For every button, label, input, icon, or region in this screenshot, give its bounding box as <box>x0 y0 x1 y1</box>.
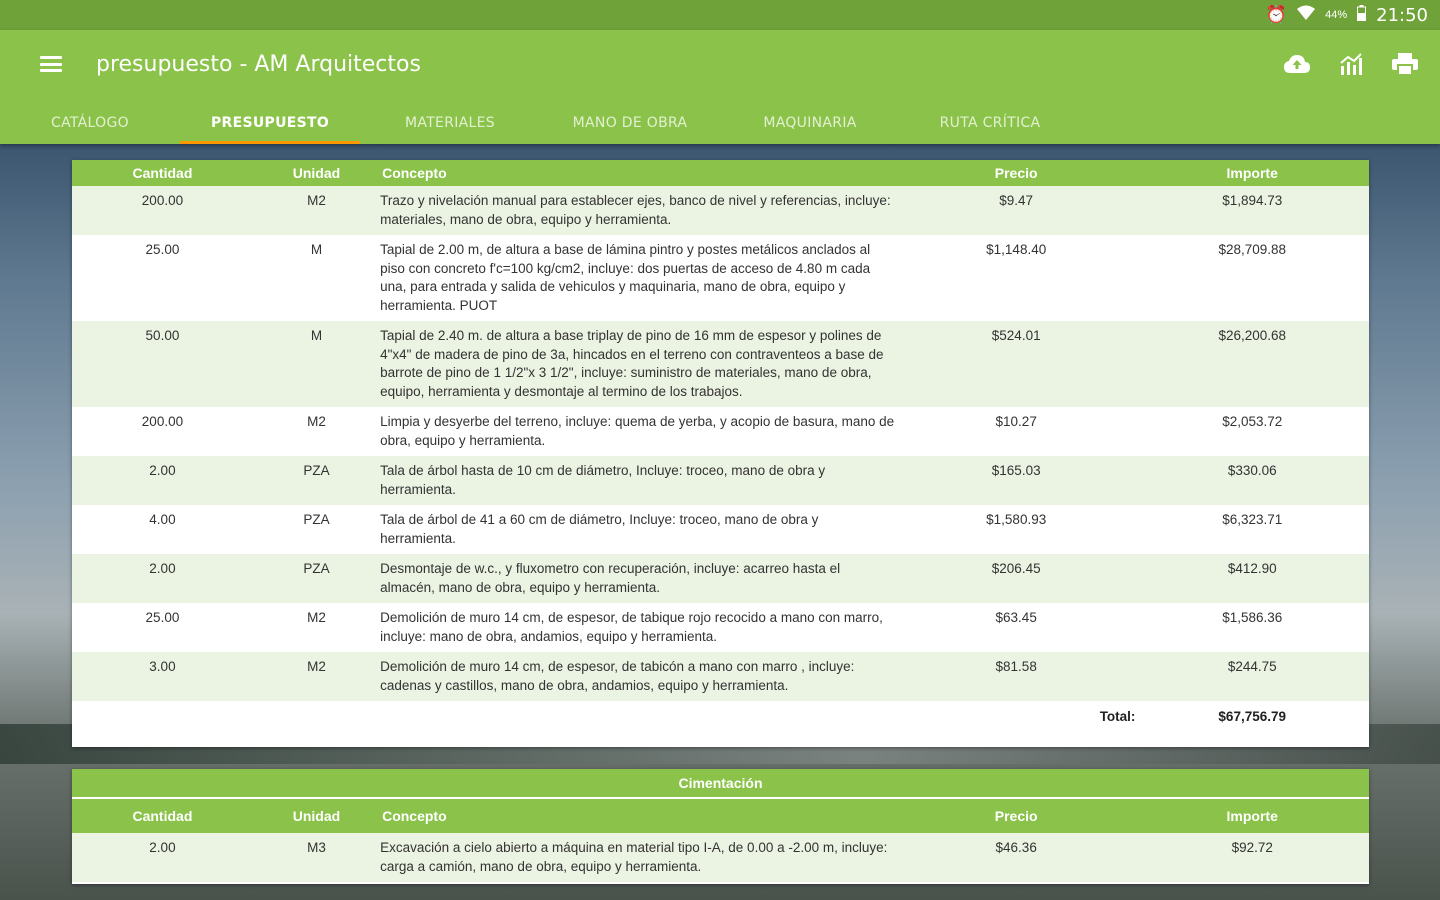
budget-section-1 <box>72 160 1369 747</box>
section-title: Cimentación <box>72 769 1369 799</box>
cell-unit: M2 <box>307 659 326 674</box>
status-bar <box>0 0 1440 30</box>
cell-price: $46.36 <box>995 840 1037 855</box>
cell-amount: $28,709.88 <box>1218 242 1287 257</box>
cell-qty: 50.00 <box>145 328 180 343</box>
total-label: Total: <box>1099 708 1136 724</box>
cell-unit: M2 <box>307 193 326 208</box>
total-row <box>72 701 1369 731</box>
budget-section-2 <box>72 769 1369 884</box>
cell-qty: 2.00 <box>149 840 176 855</box>
cell-amount: $330.06 <box>1227 463 1277 478</box>
cell-concept: Tapial de 2.00 m, de altura a base de lámina pintro y postes metálicos anclados al piso con concreto f'c=100 kg/cm2, incluye: dos puertas de acceso de 4.80 m cada una, para entrada y salida de vehiculos y maquinaria, mano de obra, equipo y herramienta. PUOT <box>380 242 871 313</box>
cell-unit: M <box>310 328 323 343</box>
cell-amount: $2,053.72 <box>1222 414 1283 429</box>
table-header <box>72 799 1369 833</box>
chart-icon[interactable] <box>1337 50 1365 78</box>
cell-price: $1,148.40 <box>986 242 1047 257</box>
table-row[interactable] <box>72 407 1369 456</box>
cloud-upload-icon[interactable] <box>1283 50 1311 78</box>
table-row[interactable] <box>72 456 1369 505</box>
cell-concept: Excavación a cielo abierto a máquina en material tipo I-A, de 0.00 a -2.00 m, incluye: carga a camión, mano de obra, equipo y herramienta. <box>380 840 888 874</box>
tab-ruta-critica[interactable]: RUTA CRÍTICA <box>939 115 1041 131</box>
cell-concept: Demolición de muro 14 cm, de espesor, de tabicón a mano con marro , incluye: cadenas y castillos, mano de obra, andamios, equipo y herramienta. <box>380 659 855 693</box>
cell-unit: PZA <box>303 561 330 576</box>
cell-price: $10.27 <box>995 414 1037 429</box>
clock: 21:50 <box>1376 4 1428 26</box>
cell-amount: $6,323.71 <box>1222 512 1283 527</box>
cell-amount: $1,586.36 <box>1222 610 1283 625</box>
cell-unit: M2 <box>307 610 326 625</box>
cell-unit: M3 <box>307 840 326 855</box>
cell-price: $81.58 <box>995 659 1037 674</box>
table-row[interactable] <box>72 554 1369 603</box>
tab-mano-de-obra[interactable]: MANO DE OBRA <box>572 115 688 131</box>
cell-unit: PZA <box>303 463 330 478</box>
header-qty: Cantidad <box>132 808 193 824</box>
cell-concept: Limpia y desyerbe del terreno, incluye: quema de yerba, y acopio de basura, mano de obra, equipo y herramienta. <box>380 414 895 448</box>
app-title: presupuesto - AM Arquitectos <box>96 52 421 77</box>
cell-amount: $412.90 <box>1227 561 1277 576</box>
cell-qty: 200.00 <box>141 414 184 429</box>
table-row[interactable] <box>72 505 1369 554</box>
cell-unit: PZA <box>303 512 330 527</box>
header-concept: Concepto <box>382 165 447 181</box>
header-qty: Cantidad <box>132 165 193 181</box>
print-icon[interactable] <box>1391 50 1419 78</box>
table-row[interactable] <box>72 186 1369 235</box>
header-unit: Unidad <box>292 165 341 181</box>
header-price: Precio <box>994 165 1038 181</box>
cell-price: $206.45 <box>991 561 1041 576</box>
battery-percent: 44% <box>1325 9 1348 21</box>
alarm-icon: ⏰ <box>1265 4 1288 25</box>
table-body <box>72 833 1369 882</box>
wifi-icon <box>1297 5 1315 25</box>
header-amount: Importe <box>1226 808 1278 824</box>
cell-amount: $244.75 <box>1227 659 1277 674</box>
cell-qty: 4.00 <box>149 512 176 527</box>
cell-qty: 3.00 <box>149 659 176 674</box>
app-bar <box>0 30 1440 144</box>
cell-price: $1,580.93 <box>986 512 1047 527</box>
cell-qty: 2.00 <box>149 561 176 576</box>
tab-maquinaria[interactable]: MAQUINARIA <box>763 115 857 131</box>
cell-amount: $92.72 <box>1231 840 1273 855</box>
cell-qty: 25.00 <box>145 610 180 625</box>
battery-icon <box>1357 5 1366 25</box>
tab-bar <box>0 102 1080 144</box>
cell-price: $165.03 <box>991 463 1041 478</box>
header-concept: Concepto <box>382 808 447 824</box>
tab-catalogo[interactable]: CATÁLOGO <box>51 115 129 131</box>
cell-unit: M2 <box>307 414 326 429</box>
tab-materiales[interactable]: MATERIALES <box>405 115 495 131</box>
cell-concept: Tala de árbol hasta de 10 cm de diámetro, Incluye: troceo, mano de obra y herramienta. <box>380 463 826 497</box>
cell-price: $63.45 <box>995 610 1037 625</box>
table-body <box>72 186 1369 701</box>
cell-amount: $1,894.73 <box>1222 193 1283 208</box>
cell-concept: Desmontaje de w.c., y fluxometro con recuperación, incluye: acarreo hasta el almacén, mano de obra, equipo y herramienta. <box>380 561 841 595</box>
menu-icon[interactable] <box>40 56 62 72</box>
table-row[interactable] <box>72 652 1369 701</box>
table-row[interactable] <box>72 603 1369 652</box>
cell-concept: Trazo y nivelación manual para establecer ejes, banco de nivel y referencias, incluye: materiales, mano de obra, equipo y herramienta. <box>380 193 891 227</box>
header-price: Precio <box>994 808 1038 824</box>
cell-price: $9.47 <box>999 193 1034 208</box>
cell-amount: $26,200.68 <box>1218 328 1287 343</box>
cell-unit: M <box>310 242 323 257</box>
cell-price: $524.01 <box>991 328 1041 343</box>
cell-concept: Tala de árbol de 41 a 60 cm de diámetro, Incluye: troceo, mano de obra y herramienta. <box>380 512 819 546</box>
cell-qty: 2.00 <box>149 463 176 478</box>
header-unit: Unidad <box>292 808 341 824</box>
cell-concept: Tapial de 2.40 m. de altura a base triplay de pino de 16 mm de espesor y polines de 4"x4" de madera de pino de 3a, hincados en el terreno con contraventeos a base de barrote de pino de 1 1/2"x 3 1/2", incluye: suministro de materiales, mano de obra, equipo, herramienta y desmontaje al termino de los trabajos. <box>380 328 884 399</box>
table-header <box>72 160 1369 186</box>
table-row[interactable] <box>72 833 1369 882</box>
table-row[interactable] <box>72 321 1369 407</box>
cell-concept: Demolición de muro 14 cm, de espesor, de tabique rojo recocido a mano con marro, incluye: mano de obra, andamios, equipo y herramienta. <box>380 610 883 644</box>
cell-qty: 200.00 <box>141 193 184 208</box>
tab-presupuesto[interactable]: PRESUPUESTO <box>180 102 360 144</box>
table-row[interactable] <box>72 235 1369 321</box>
header-amount: Importe <box>1226 165 1278 181</box>
total-value: $67,756.79 <box>1218 708 1286 724</box>
cell-qty: 25.00 <box>145 242 180 257</box>
